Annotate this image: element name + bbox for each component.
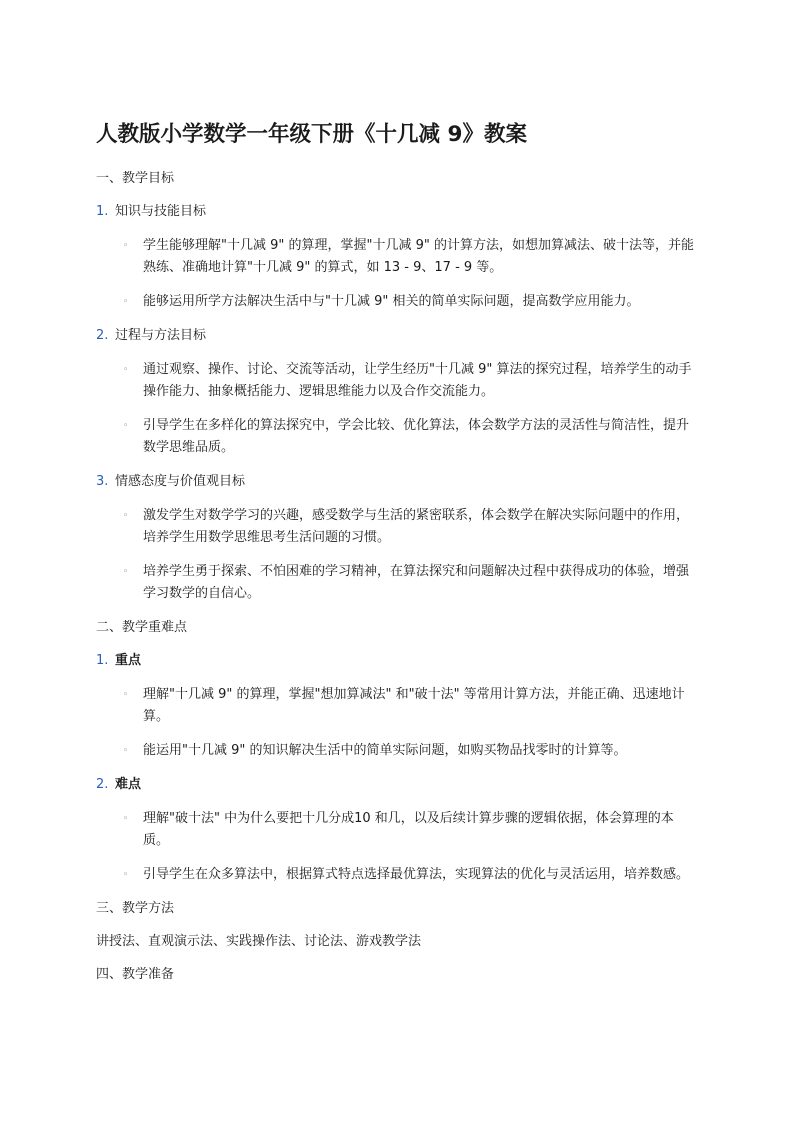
- bullet-circle-icon: ◦: [123, 690, 129, 700]
- list-item: [96, 235, 696, 279]
- list-item: [96, 864, 696, 886]
- list-item: [96, 740, 696, 762]
- bullet-list: [96, 235, 696, 313]
- list-item-text: 通过观察、操作、讨论、交流等活动，让学生经历"十几减 9" 算法的探究过程，培养学生的动手操作能力、抽象概括能力、逻辑思维能力以及合作交流能力。: [143, 362, 692, 399]
- list-item: [96, 808, 696, 852]
- list-item-text: 理解"破十法" 中为什么要把十几分成10 和几，以及后续计算步骤的逻辑依据，体会算理的本质。: [143, 811, 674, 848]
- list-item-text: 激发学生对数学学习的兴趣，感受数学与生活的紧密联系，体会数学在解决实际问题中的作用，培养学生用数学思维思考生活问题的习惯。: [143, 508, 690, 545]
- bullet-circle-icon: ◦: [123, 297, 129, 307]
- list-item-text: 理解"十几减 9" 的算理，掌握"想加算减法" 和"破十法" 等常用计算方法，并能正确、迅速地计算。: [143, 687, 685, 724]
- list-item-text: 引导学生在多样化的算法探究中，学会比较、优化算法，体会数学方法的灵活性与简洁性，提升数学思维品质。: [143, 418, 690, 455]
- bullet-circle-icon: ◦: [123, 746, 129, 756]
- section-heading-key-difficult-points: 二、教学重难点: [96, 620, 188, 635]
- sub-heading-label: 知识与技能目标: [115, 204, 207, 219]
- bullet-circle-icon: ◦: [123, 870, 129, 880]
- list-item-text: 引导学生在众多算法中，根据算式特点选择最优算法，实现算法的优化与灵活运用，培养数感。: [143, 867, 690, 882]
- list-item: [96, 415, 696, 459]
- bullet-circle-icon: ◦: [123, 365, 129, 375]
- list-item-text: 能够运用所学方法解决生活中与"十几减 9" 相关的简单实际问题，提高数学应用能力。: [143, 294, 640, 309]
- bullet-circle-icon: ◦: [123, 241, 129, 251]
- list-number: 3.: [96, 474, 109, 489]
- list-number: 1.: [96, 204, 109, 219]
- list-item: [96, 291, 696, 313]
- bullet-circle-icon: ◦: [123, 814, 129, 824]
- bullet-list: [96, 359, 696, 459]
- section-heading-teaching-preparation: 四、教学准备: [96, 967, 175, 982]
- bullet-list: [96, 808, 696, 886]
- sub-heading-label: 过程与方法目标: [115, 328, 207, 343]
- document-page: [96, 118, 696, 998]
- sub-heading-difficult-points: [96, 775, 696, 795]
- bullet-list: [96, 505, 696, 605]
- section-heading-objectives: 一、教学目标: [96, 171, 175, 186]
- sub-heading-emotional-values: [96, 472, 696, 492]
- list-item-text: 培养学生勇于探索、不怕困难的学习精神，在算法探究和问题解决过程中获得成功的体验，增强学习数学的自信心。: [143, 564, 690, 601]
- teaching-methods-text: 讲授法、直观演示法、实践操作法、讨论法、游戏教学法: [96, 934, 422, 949]
- list-item-text: 学生能够理解"十几减 9" 的算理，掌握"十几减 9" 的计算方法，如想加算减法、破十法等，并能熟练、准确地计算"十几减 9" 的算式，如 13 - 9、17 - 9 等。: [143, 238, 694, 275]
- bullet-list: [96, 684, 696, 762]
- bullet-circle-icon: ◦: [123, 511, 129, 521]
- sub-heading-knowledge-skills: [96, 202, 696, 222]
- document-title: 人教版小学数学一年级下册《十几减 9》教案: [96, 122, 527, 147]
- list-number: 2.: [96, 328, 109, 343]
- list-item-text: 能运用"十几减 9" 的知识解决生活中的简单实际问题，如购买物品找零时的计算等。: [143, 743, 627, 758]
- sub-heading-label: 重点: [115, 653, 142, 668]
- sub-heading-process-methods: [96, 326, 696, 346]
- sub-heading-label: 情感态度与价值观目标: [115, 474, 246, 489]
- list-item: [96, 684, 696, 728]
- list-number: 2.: [96, 777, 109, 792]
- list-item: [96, 561, 696, 605]
- list-item: [96, 359, 696, 403]
- list-number: 1.: [96, 653, 109, 668]
- bullet-circle-icon: ◦: [123, 567, 129, 577]
- list-item: [96, 505, 696, 549]
- section-heading-teaching-methods: 三、教学方法: [96, 901, 175, 916]
- sub-heading-key-points: [96, 651, 696, 671]
- bullet-circle-icon: ◦: [123, 421, 129, 431]
- sub-heading-label: 难点: [115, 777, 142, 792]
